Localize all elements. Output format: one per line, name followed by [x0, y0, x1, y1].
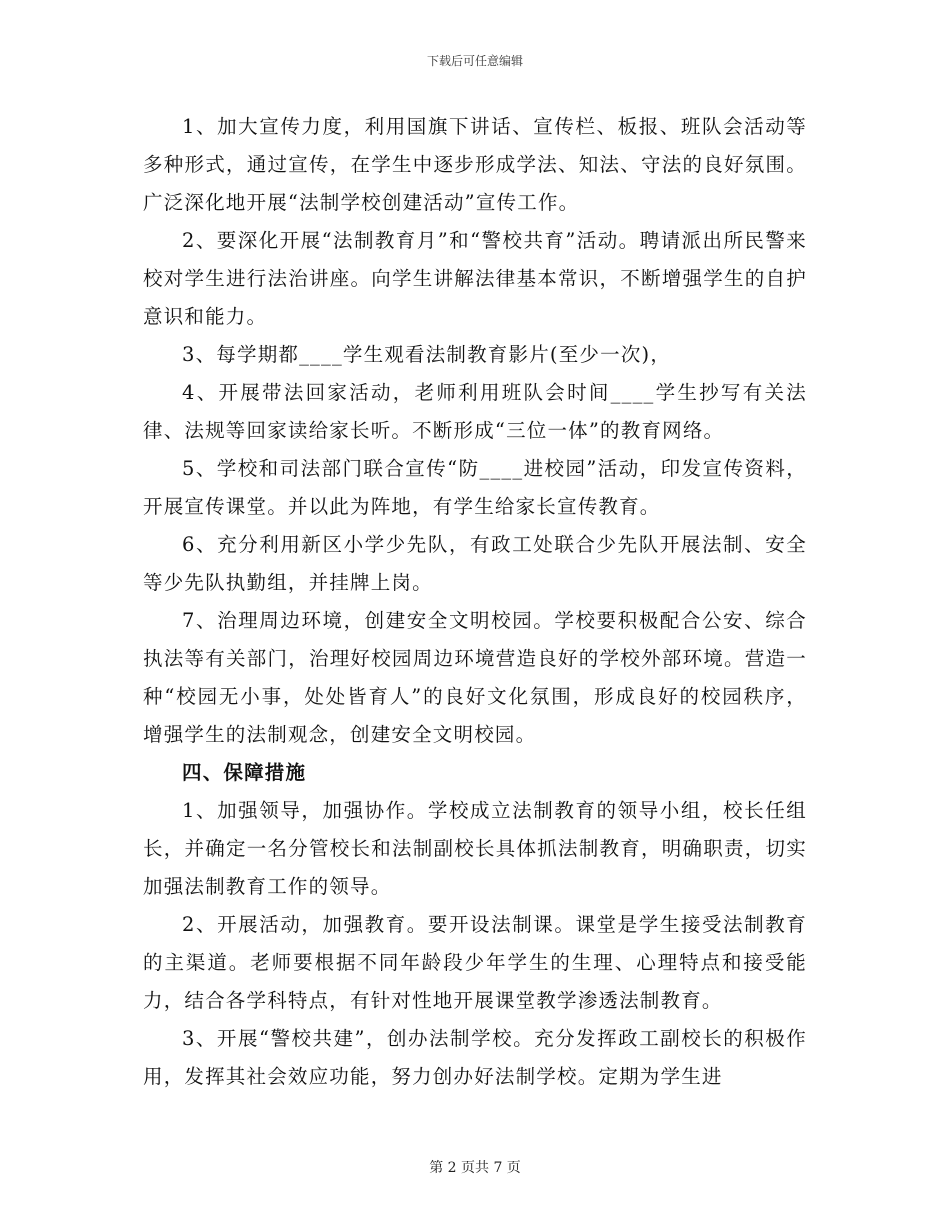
paragraph-item-5: 5、学校和司法部门联合宣传“防____进校园”活动，印发宣传资料，开展宣传课堂。并以此为阵地，有学生给家长宣传教育。 — [143, 457, 807, 518]
paragraph-item-3: 3、每学期都____学生观看法制教育影片(至少一次)， — [182, 343, 672, 366]
paragraph-item-7: 7、治理周边环境，创建安全文明校园。学校要积极配合公安、综合执法等有关部门，治理好校园周边环境营造良好的学校外部环境。营造一种“校园无小事，处处皆育人”的良好文化氛围，形成良好的校园秩序，增强学生的法制观念，创建安全文明校园。 — [143, 609, 807, 746]
header-note: 下载后可任意编辑 — [426, 54, 523, 68]
section-paragraph-3: 3、开展“警校共建”，创办法制学校。充分发挥政工副校长的积极作用，发挥其社会效应功能，努力创办好法制学校。定期为学生进 — [143, 1027, 807, 1088]
section-heading: 四、保障措施 — [182, 761, 307, 784]
section-paragraph-1: 1、加强领导，加强协作。学校成立法制教育的领导小组，校长任组长，并确定一名分管校长和法制副校长具体抓法制教育，明确职责，切实加强法制教育工作的领导。 — [143, 799, 807, 898]
paragraph-item-2: 2、要深化开展“法制教育月”和“警校共育”活动。聘请派出所民警来校对学生进行法治讲座。向学生讲解法律基本常识，不断增强学生的自护意识和能力。 — [143, 229, 807, 328]
document-body — [143, 108, 807, 1096]
paragraph-item-6: 6、充分利用新区小学少先队，有政工处联合少先队开展法制、安全等少先队执勤组，并挂牌上岗。 — [143, 533, 807, 594]
paragraph-item-4: 4、开展带法回家活动，老师利用班队会时间____学生抄写有关法律、法规等回家读给家长听。不断形成“三位一体”的教育网络。 — [143, 381, 807, 442]
paragraph-item-1: 1、加大宣传力度，利用国旗下讲话、宣传栏、板报、班队会活动等多种形式，通过宣传，在学生中逐步形成学法、知法、守法的良好氛围。广泛深化地开展“法制学校创建活动”宣传工作。 — [143, 115, 807, 214]
section-paragraph-2: 2、开展活动，加强教育。要开设法制课。课堂是学生接受法制教育的主渠道。老师要根据不同年龄段少年学生的生理、心理特点和接受能力，结合各学科特点，有针对性地开展课堂教学渗透法制教育。 — [143, 913, 807, 1012]
page-number: 第 2 页共 7 页 — [429, 1160, 521, 1176]
